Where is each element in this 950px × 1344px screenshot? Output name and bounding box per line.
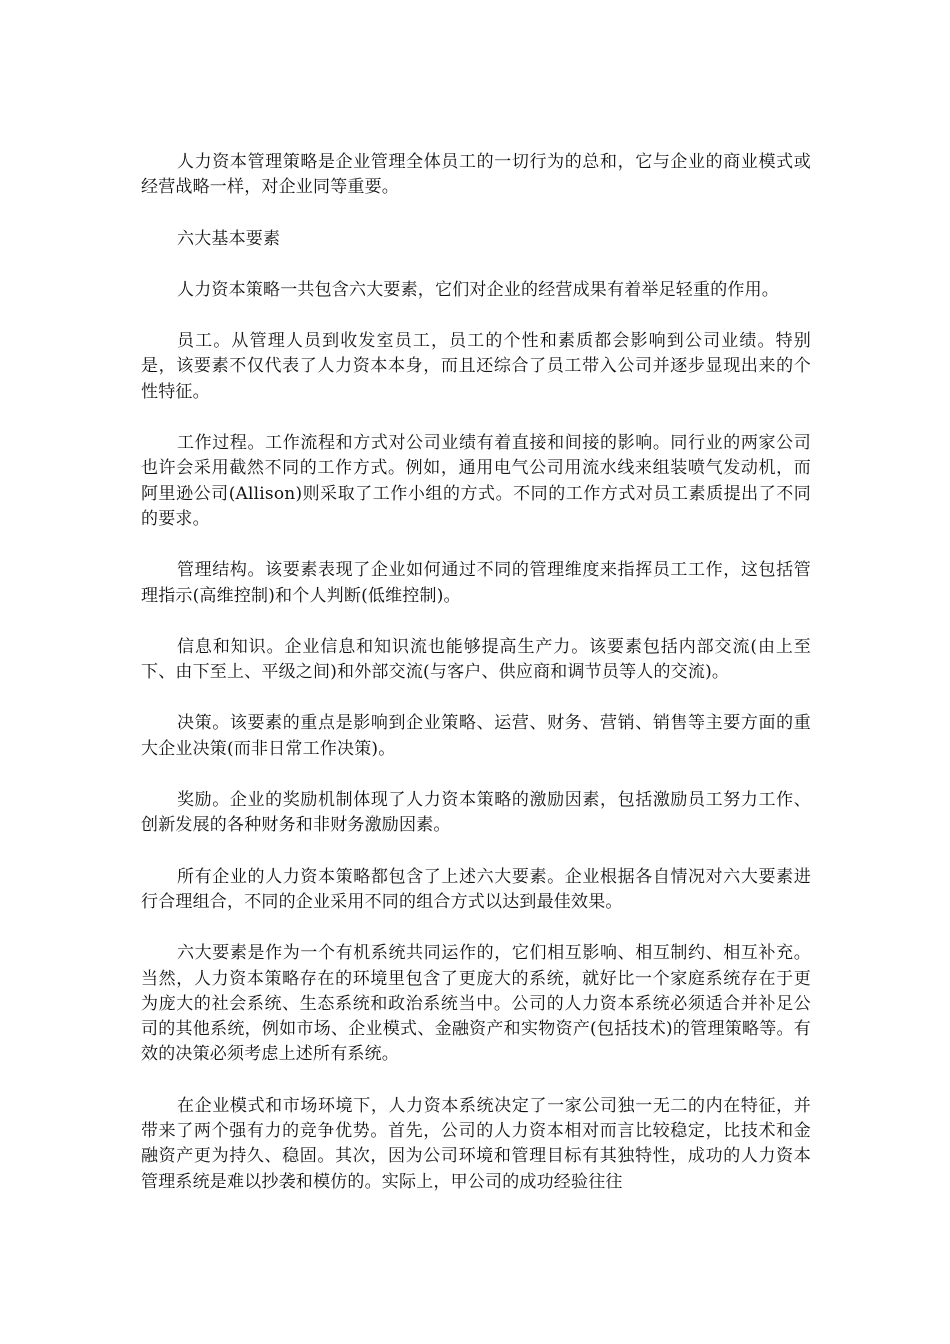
paragraph-employees: 员工。从管理人员到收发室员工，员工的个性和素质都会影响到公司业绩。特别是，该要素不仅代表了人力资本本身，而且还综合了员工带入公司并逐步显现出来的个性特征。 — [141, 331, 811, 402]
paragraph-combination: 所有企业的人力资本策略都包含了上述六大要素。企业根据各自情况对六大要素进行合理组合，不同的企业采用不同的组合方式以达到最佳效果。 — [141, 866, 811, 912]
section-heading: 六大基本要素 — [177, 228, 281, 249]
paragraph-information-knowledge: 信息和知识。企业信息和知识流也能够提高生产力。该要素包括内部交流(由上至下、由下至上、平级之间)和外部交流(与客户、供应商和调节员等人的交流)。 — [141, 636, 811, 683]
document-body — [141, 150, 811, 1221]
paragraph-intro: 人力资本管理策略是企业管理全体员工的一切行为的总和，它与企业的商业模式或经营战略一样，对企业同等重要。 — [141, 152, 811, 198]
paragraph-competitive-advantage: 在企业模式和市场环境下，人力资本系统决定了一家公司独一无二的内在特征，并带来了两个强有力的竞争优势。首先，公司的人力资本相对而言比较稳定，比技术和金融资产更为持久、稳固。其次，因为公司环境和管理目标有其独特性，成功的人力资本管理系统是难以抄袭和模仿的。实际上，甲公司的成功经验往往 — [141, 1095, 811, 1192]
paragraph-decisions: 决策。该要素的重点是影响到企业策略、运营、财务、营销、销售等主要方面的重大企业决策(而非日常工作决策)。 — [141, 713, 811, 759]
paragraph-management-structure: 管理结构。该要素表现了企业如何通过不同的管理维度来指挥员工工作，这包括管理指示(高维控制)和个人判断(低维控制)。 — [141, 560, 811, 606]
paragraph-system: 六大要素是作为一个有机系统共同运作的，它们相互影响、相互制约、相互补充。当然，人力资本策略存在的环境里包含了更庞大的系统，就好比一个家庭系统存在于更为庞大的社会系统、生态系统和政治系统当中。公司的人力资本系统必须适合并补足公司的其他系统，例如市场、企业模式、金融资产和实物资产(包括技术)的管理策略等。有效的决策必须考虑上述所有系统。 — [141, 943, 811, 1065]
paragraph-overview: 人力资本策略一共包含六大要素，它们对企业的经营成果有着举足轻重的作用。 — [177, 279, 779, 300]
paragraph-rewards: 奖励。企业的奖励机制体现了人力资本策略的激励因素，包括激励员工努力工作、创新发展的各种财务和非财务激励因素。 — [141, 790, 811, 836]
paragraph-work-process: 工作过程。工作流程和方式对公司业绩有着直接和间接的影响。同行业的两家公司也许会采用截然不同的工作方式。例如，通用电气公司用流水线来组装喷气发动机，而阿里逊公司(Allison)则采取了工作小组的方式。不同的工作方式对员工素质提出了不同的要求。 — [141, 433, 811, 529]
